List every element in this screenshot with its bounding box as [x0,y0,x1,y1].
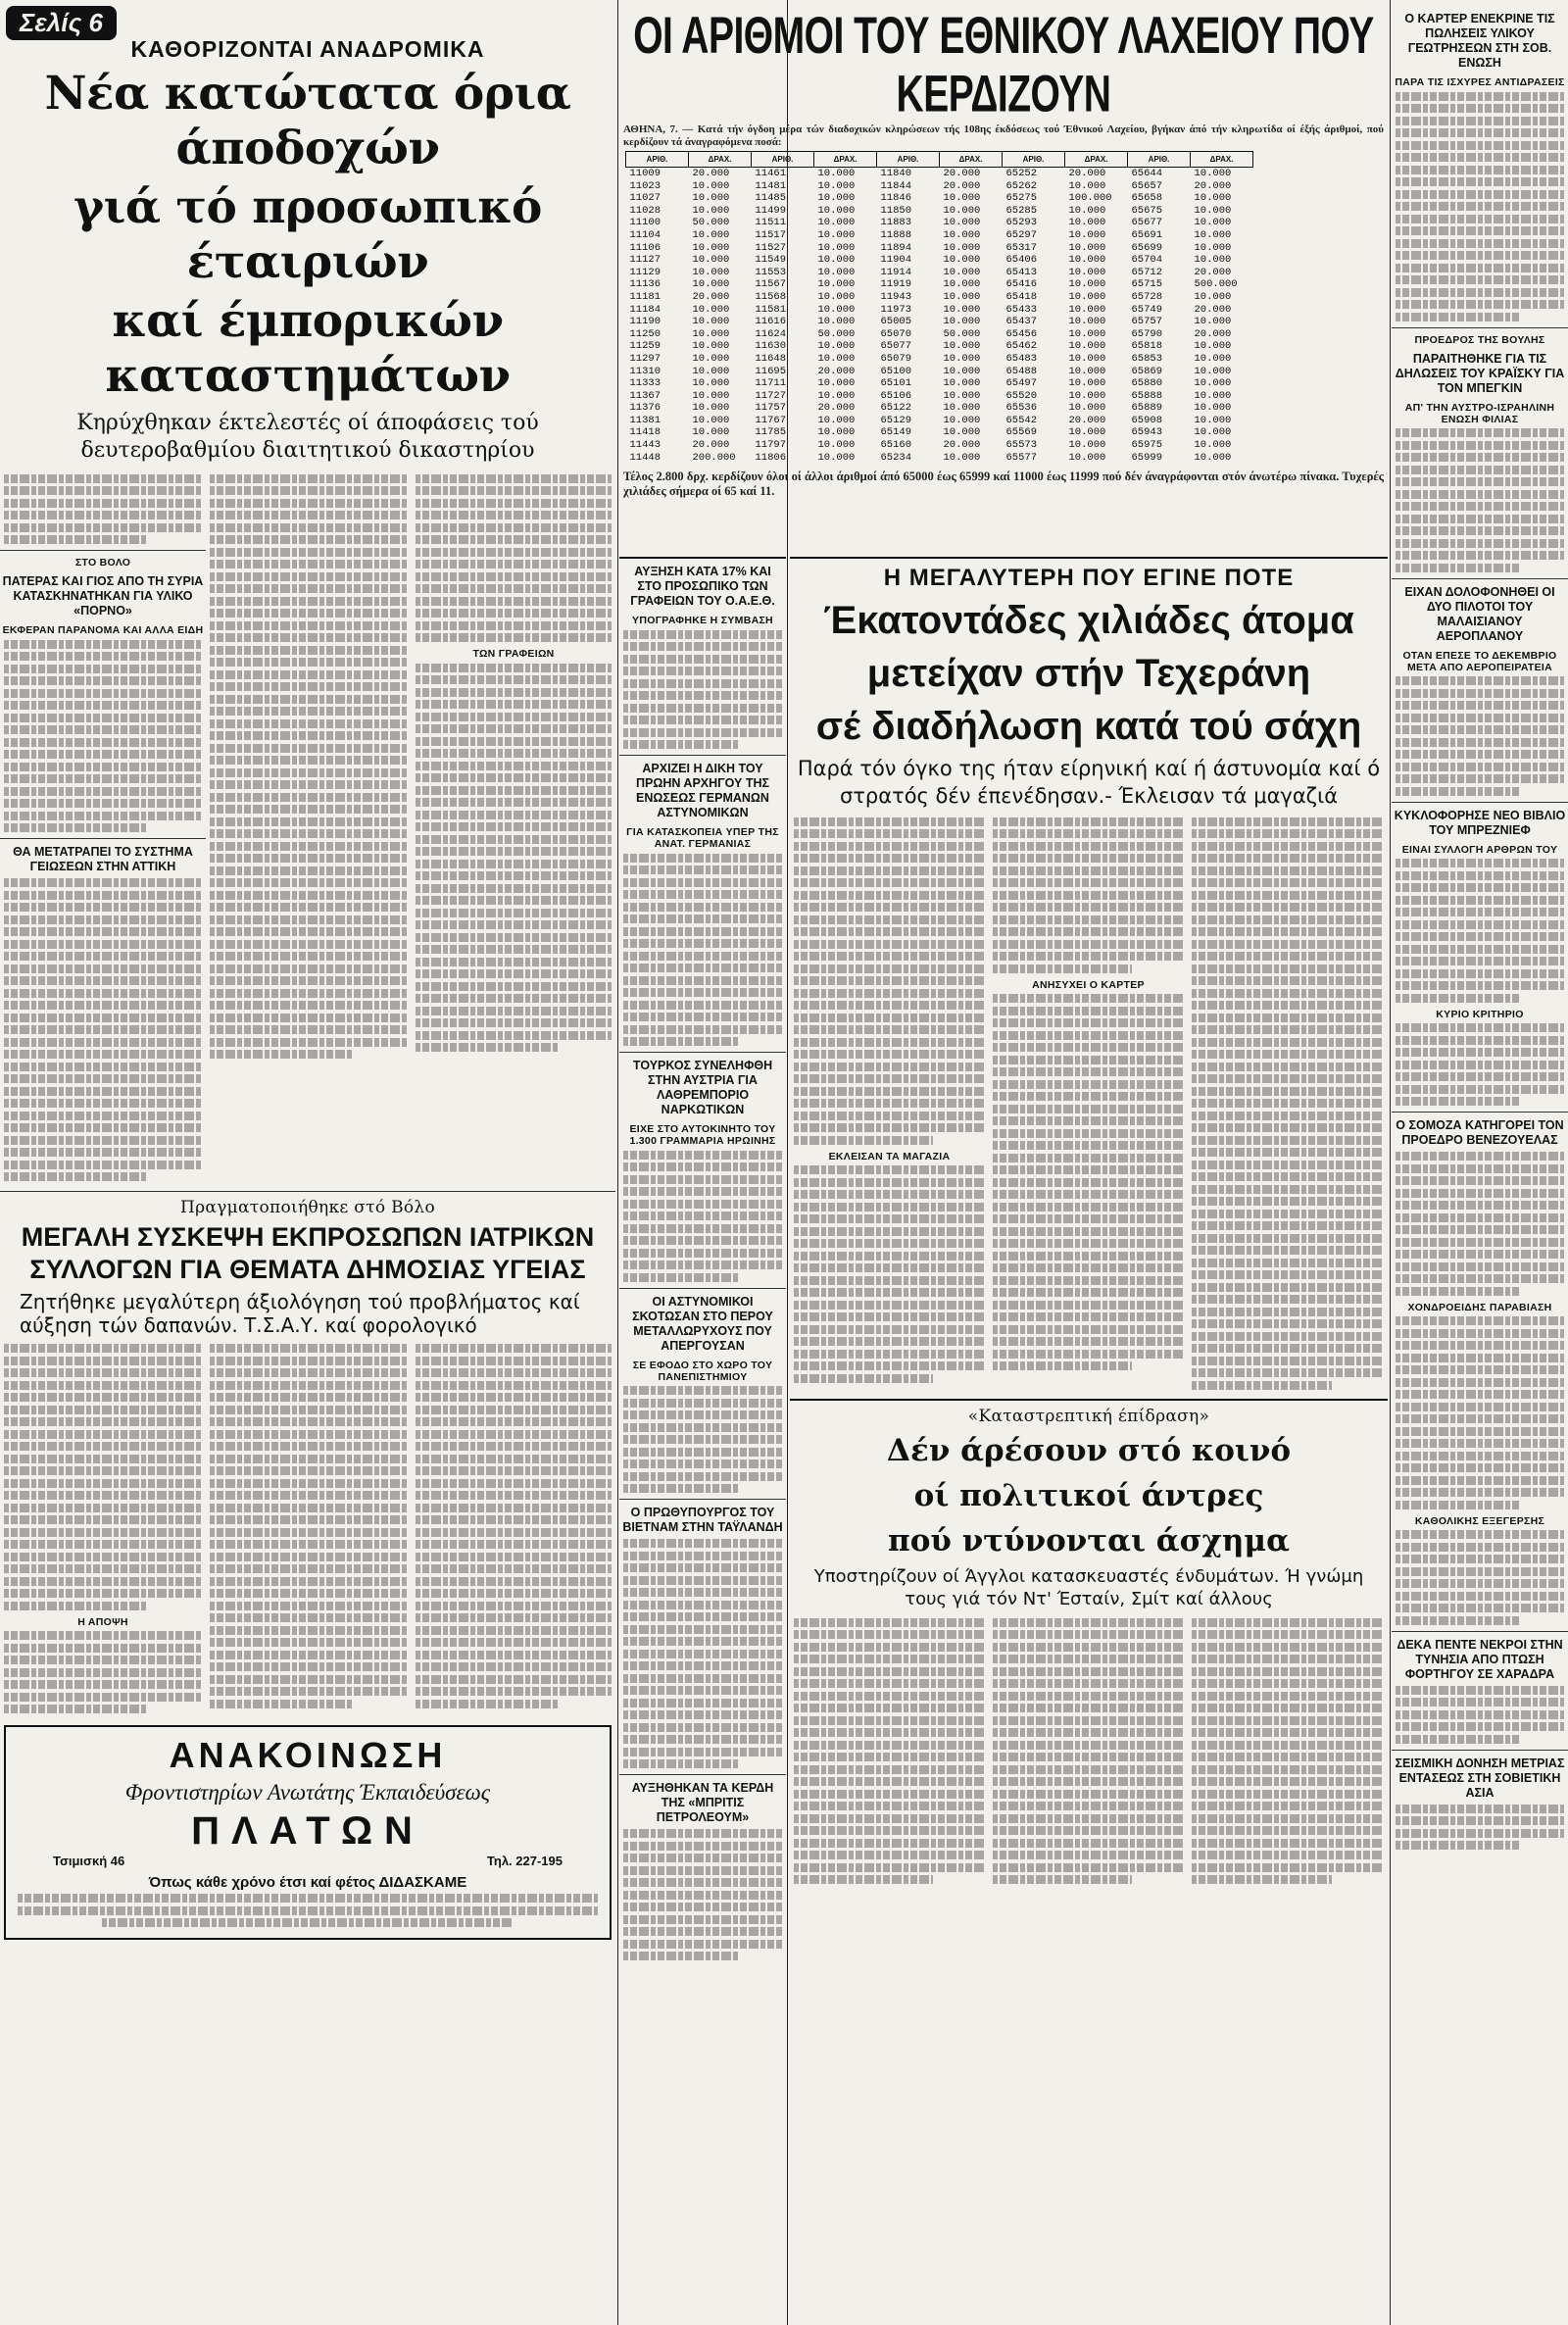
violation-subcaption: ΧΟΝΔΡΟΕΙΔΗΣ ΠΑΡΑΒΙΑΣΗ [1407,1301,1552,1313]
lottery-table-header [626,152,1253,168]
somoza-headline: Ο ΣΟΜΟΖΑ ΚΑΤΗΓΟΡΕΙ ΤΟΝ ΠΡΟΕΔΡΟ ΒΕΝΕΖΟΥΕΛΑΣ [1396,1118,1564,1147]
german-police-headline: ΑΡΧΙΖΕΙ Η ΔΙΚΗ ΤΟΥ ΠΡΩΗΝ ΑΡΧΗΓΟΥ ΤΗΣ ΕΝΩΣΕΩΣ ΓΕΡΜΑΝΩΝ ΑΣΤΥΝΟΜΙΚΩΝ [635,762,770,819]
peru-miners-headline: ΟΙ ΑΣΤΥΝΟΜΙΚΟΙ ΣΚΟΤΩΣΑΝ ΣΤΟ ΠΕΡΟΥ ΜΕΤΑΛΛΩΡΥΧΟΥΣ ΠΟΥ ΑΠΕΡΓΟΥΣΑΝ [632,1294,773,1353]
tehran-subcol-3 [1188,814,1388,1393]
lottery-section [619,0,1388,549]
lottery-column-header: ΔΡΑΧ. [814,152,877,168]
dress-body [790,1614,1388,1888]
offices-caption: ΤΩΝ ΓΡΑΦΕΙΩΝ [472,648,555,660]
lottery-table-body [626,168,1253,465]
dress-subcol-2 [989,1614,1188,1888]
health-subcaption: Η ΑΠΟΨΗ [77,1615,128,1628]
ad-title: ΑΝΑΚΟΙΝΩΣΗ [169,1734,447,1775]
page-number-badge: Σελίς 6 [6,6,117,40]
dress-headline-line: οί πολιτικοί άντρες [913,1478,1264,1513]
left-deck: Κηρύχθηκαν έκτελεστές οί άποφάσεις τού δευτεροβαθμίου διαιτητικού δικαστηρίου [76,411,539,463]
tehran-headline-line: σέ διαδήλωση κατά τού σάχη [815,705,1362,748]
vietnam-pm-headline: Ο ΠΡΩΘΥΠΟΥΡΓΟΣ ΤΟΥ ΒΙΕΤΝΑΜ ΣΤΗΝ ΤΑΫΛΑΝΔΗ [622,1506,783,1534]
tehran-headline [790,596,1388,751]
left-section [0,0,615,2325]
left-subcol-2 [206,470,412,1185]
dress-subcol-1 [790,1614,989,1888]
dress-headline-line: Δέν άρέσουν στό κοινό [886,1433,1292,1468]
right-section [1392,0,1568,2325]
dress-kicker: «Καταστρεπτική έπίδραση» [967,1407,1210,1426]
health-body [0,1341,615,1717]
left-headline [0,67,615,404]
left-headline-line: γιά τό προσωπικό έταιριών [74,180,542,289]
health-subcol-3 [412,1341,615,1717]
center-left-section [619,551,786,2325]
carter-drilling-headline: Ο ΚΑΡΤΕΡ ΕΝΕΚΡΙΝΕ ΤΙΣ ΠΩΛΗΣΕΙΣ ΥΛΙΚΟΥ ΓΕΩΤΡΗΣΕΩΝ ΣΤΗ ΣΟΒ. ΕΝΩΣΗ [1404,12,1555,70]
tehran-subcol-1 [790,814,989,1393]
attica-headline: ΘΑ ΜΕΤΑΤΡΑΠΕΙ ΤΟ ΣΥΣΤΗΜΑ ΓΕΙΩΣΕΩΝ ΣΤΗΝ ΑΤΤΙΚΗ [13,845,193,873]
health-subcol-2 [206,1341,412,1717]
lottery-title: ΟΙ ΑΡΙΘΜΟΙ ΤΟΥ ΕΘΝΙΚΟΥ ΛΑΧΕΙΟΥ ΠΟΥ ΚΕΡΔΙΖΟΥΝ [633,8,1374,124]
carter-worried-subcaption: ΑΝΗΣΥΧΕΙ Ο ΚΑΡΤΕΡ [1032,978,1145,991]
lottery-table [625,151,1253,464]
column-rule [617,0,618,2325]
uprising-subcaption: ΚΑΘΟΛΙΚΗΣ ΕΞΕΓΕΡΣΗΣ [1414,1514,1545,1527]
body-text-block [0,640,206,833]
platon-advertisement [4,1725,612,1941]
lottery-amounts-cell: 20.000 20.000 10.000 10.000 10.000 10.000 10.000 10.000 10.000 10.000 10.000 10.000 10.000 50.000 10.000 10.000 10.000 10.000 10.000 10.000 10.000 10.000 20.000 10.000 [943,168,981,464]
brezhnev-book-subcaption: ΕΙΝΑΙ ΣΥΛΛΟΓΗ ΑΡΘΡΩΝ ΤΟΥ [1401,843,1558,856]
shops-closed-subcaption: ΕΚΛΕΙΣΑΝ ΤΑ ΜΑΓΑΖΙΑ [828,1150,951,1162]
health-headline: ΜΕΓΑΛΗ ΣΥΣΚΕΨΗ ΕΚΠΡΟΣΩΠΩΝ ΙΑΤΡΙΚΩΝ ΣΥΛΛΟΓΩΝ ΓΙΑ ΘΕΜΑΤΑ ΔΗΜΟΣΙΑΣ ΥΓΕΙΑΣ [21,1221,595,1284]
lottery-column-header: ΑΡΙΘ. [1003,152,1065,168]
lottery-amounts-cell: 10.000 20.000 10.000 10.000 10.000 10.000 10.000 10.000 20.000 500.000 10.000 20.000 10.000 20.000 10.000 10.000 10.000 10.000 10.000 10.000 10.000 10.000 10.000 10.000 [1194,168,1238,464]
ad-contact-row [14,1854,602,1868]
lottery-column-header: ΔΡΑΧ. [940,152,1003,168]
dress-headline [790,1430,1388,1561]
ad-slogan: Όπως κάθε χρόνο έτσι καί φέτος ΔΙΔΑΣΚΑΜΕ [148,1873,467,1891]
turk-arrest-headline: ΤΟΥΡΚΟΣ ΣΥΝΕΛΗΦΘΗ ΣΤΗΝ ΑΥΣΤΡΙΑ ΓΙΑ ΛΑΘΡΕΜΠΟΡΙΟ ΝΑΡΚΩΤΙΚΩΝ [632,1059,773,1116]
lottery-numbers-cell: 65252 65262 65275 65285 65293 65297 65317 65406 65413 65416 65418 65433 65437 65456 65462 65483 65488 65497 65520 65536 65542 65569 65573 65577 [1005,168,1038,464]
health-subcol-1 [0,1341,206,1717]
kreisky-headline: ΠΑΡΑΙΤΗΘΗΚΕ ΓΙΑ ΤΙΣ ΔΗΛΩΣΕΙΣ ΤΟΥ ΚΡΑΪΣΚΥ ΓΙΑ ΤΟΝ ΜΠΕΓΚΙΝ [1395,351,1565,395]
column-rule [1390,0,1391,2325]
lottery-column-header: ΔΡΑΧ. [1191,152,1253,168]
lottery-amounts-cell: 10.000 10.000 10.000 10.000 10.000 10.000 10.000 10.000 10.000 10.000 10.000 10.000 10.000 50.000 10.000 10.000 20.000 10.000 10.000 20.000 10.000 10.000 10.000 10.000 [817,168,856,464]
lottery-numbers-cell: 65644 65657 65658 65675 65677 65691 65699 65704 65712 65715 65728 65749 65757 65790 65818 65853 65869 65880 65888 65889 65908 65943 65975 65999 [1131,168,1163,464]
tehran-kicker: Η ΜΕΓΑΛΥΤΕΡΗ ΠΟΥ ΕΓΙΝΕ ΠΟΤΕ [883,565,1295,591]
tehran-body [790,814,1388,1393]
lottery-numbers-cell: 11461 11481 11485 11499 11511 11517 11527 11549 11553 11567 11568 11581 11616 11624 11630 11648 11695 11711 11727 11757 11767 11785 11797 11806 [755,168,787,464]
center-section [790,551,1388,2325]
ad-phone: Τηλ. 227-195 [486,1853,563,1868]
lottery-column-header: ΑΡΙΘ. [752,152,814,168]
lottery-amounts-cell: 20.000 10.000 10.000 10.000 50.000 10.000 10.000 10.000 10.000 10.000 20.000 10.000 10.000 10.000 10.000 10.000 10.000 10.000 10.000 10.000 10.000 10.000 20.000 200.000 [692,168,736,464]
left-headline-line: Νέα κατώτατα όρια άποδοχών [44,67,571,175]
dress-headline-line: πού ντύνονται άσχημα [888,1523,1290,1558]
earthquake-headline: ΣΕΙΣΜΙΚΗ ΔΟΝΗΣΗ ΜΕΤΡΙΑΣ ΕΝΤΑΣΕΩΣ ΣΤΗ ΣΟΒΙΕΤΙΚΗ ΑΣΙΑ [1395,1756,1565,1800]
lottery-footer: Τέλος 2.800 δρχ. κερδίζουν όλοι οί άλλοι άριθμοί άπό 65000 έως 65999 καί 11000 έως 11999 πού δέν άναγράφονται στόν άνωτέρω πίνακα. Τυχερές χιλιάδες σήμερα οί 65 καί 11. [623,470,1384,499]
tunisia-crash-headline: ΔΕΚΑ ΠΕΝΤΕ ΝΕΚΡΟΙ ΣΤΗΝ ΤΥΝΗΣΙΑ ΑΠΟ ΠΤΩΣΗ ΦΟΡΤΗΓΟΥ ΣΕ ΧΑΡΑΔΡΑ [1396,1637,1563,1681]
tehran-headline-line: μετείχαν στήν Τεχεράνη [866,652,1311,695]
left-subcol-3 [412,470,615,1185]
lottery-column-header: ΔΡΑΧ. [689,152,752,168]
peru-miners-subcaption: ΣΕ ΕΦΟΔΟ ΣΤΟ ΧΩΡΟ ΤΟΥ ΠΑΝΕΠΙΣΤΗΜΙΟΥ [632,1359,773,1383]
lottery-column-header: ΑΡΙΘ. [626,152,689,168]
lottery-column-header: ΔΡΑΧ. [1065,152,1128,168]
tehran-subcol-2 [989,814,1188,1393]
dress-subcol-3 [1188,1614,1388,1888]
left-kicker: ΚΑΘΟΡΙΖΟΝΤΑΙ ΑΝΑΔΡΟΜΙΚΑ [130,36,485,62]
left-subcol-1 [0,470,206,1185]
lottery-column-header: ΑΡΙΘ. [1128,152,1191,168]
health-kicker: Πραγματοποιήθηκε στό Βόλο [179,1197,436,1217]
body-text-block [0,878,206,1181]
volos-caption: ΣΤΟ ΒΟΛΟ [74,557,131,569]
ad-name: ΠΛΑΤΩΝ [191,1808,424,1853]
carter-drilling-subcaption: ΠΑΡΑ ΤΙΣ ΙΣΧΥΡΕΣ ΑΝΤΙΔΡΑΣΕΙΣ [1395,76,1565,88]
oaeth-headline: ΑΥΞΗΣΗ ΚΑΤΑ 17% ΚΑΙ ΣΤΟ ΠΡΟΣΩΠΙΚΟ ΤΩΝ ΓΡΑΦΕΙΩΝ ΤΟΥ Ο.Α.Ε.Θ. [630,565,775,608]
oaeth-subcaption: ΥΠΟΓΡΑΦΗΚΕ Η ΣΥΜΒΑΣΗ [632,615,773,626]
left-body [0,470,615,1185]
parliament-kicker: ΠΡΟΕΔΡΟΣ ΤΗΣ ΒΟΥΛΗΣ [1414,333,1545,346]
volos-headline: ΠΑΤΕΡΑΣ ΚΑΙ ΓΙΟΣ ΑΠΟ ΤΗ ΣΥΡΙΑ ΚΑΤΑΣΚΗΝΑΤΗΚΑΝ ΓΙΑ ΥΛΙΚΟ «ΠΟΡΝΟ» [2,574,204,618]
tehran-deck: Παρά τόν όγκο της ήταν είρηνική καί ή άστυνομία καί ό στρατός δέν έπενέδησαν.- Έκλεισαν τά μαγαζιά [797,757,1381,808]
malaysian-pilots-subcaption: ΟΤΑΝ ΕΠΕΣΕ ΤΟ ΔΕΚΕΜΒΡΙΟ ΜΕΤΑ ΑΠΟ ΑΕΡΟΠΕΙΡΑΤΕΙΑ [1402,649,1557,673]
tehran-headline-line: Έκατοντάδες χιλιάδες άτομα [823,599,1354,642]
volos-subcaption: ΕΚΦΕΡΑΝ ΠΑΡΑΝΟΜΑ ΚΑΙ ΑΛΛΑ ΕΙΔΗ [2,624,204,636]
dress-deck: Υποστηρίζουν οί Άγγλοι κατασκευαστές ένδυμάτων. Ή γνώμη τους γιά τόν Ντ' Έσταίν, Σμίτ καί άλλους [813,1566,1364,1609]
bp-profits-headline: ΑΥΞΗΘΗΚΑΝ ΤΑ ΚΕΡΔΗ ΤΗΣ «ΜΠΡΙΤΙΣ ΠΕΤΡΟΛΕΟΥΜ» [631,1781,774,1824]
main-criterion-subcaption: ΚΥΡΙΟ ΚΡΙΤΗΡΙΟ [1436,1008,1524,1020]
kreisky-subcaption: ΑΠ' ΤΗΝ ΑΥΣΤΡΟ-ΙΣΡΑΗΛΙΝΗ ΕΝΩΣΗ ΦΙΛΙΑΣ [1404,401,1555,425]
ad-subtitle: Φροντιστηρίων Ανωτάτης Έκπαιδεύσεως [124,1779,491,1805]
ad-address: Τσιμισκή 46 [53,1853,125,1868]
lottery-amounts-cell: 20.000 10.000 100.000 10.000 10.000 10.000 10.000 10.000 10.000 10.000 10.000 10.000 10.000 10.000 10.000 10.000 10.000 10.000 10.000 10.000 20.000 10.000 10.000 10.000 [1068,168,1112,464]
body-text-block [0,474,206,545]
lottery-numbers-cell: 11009 11023 11027 11028 11100 11104 11106 11127 11129 11136 11181 11184 11190 11250 11259 11297 11310 11333 11367 11376 11381 11418 11443 11448 [629,168,662,464]
left-headline-line: καί έμπορικών καταστημάτων [105,294,511,403]
malaysian-pilots-headline: ΕΙΧΑΝ ΔΟΛΟΦΟΝΗΘΕΙ ΟΙ ΔΥΟ ΠΙΛΟΤΟΙ ΤΟΥ ΜΑΛΑΙΣΙΑΝΟΥ ΑΕΡΟΠΛΑΝΟΥ [1404,584,1555,643]
brezhnev-book-headline: ΚΥΚΛΟΦΟΡΗΣΕ ΝΕΟ ΒΙΒΛΙΟ ΤΟΥ ΜΠΡΕΖΝΙΕΦ [1394,808,1566,837]
lottery-numbers-cell: 11840 11844 11846 11850 11883 11888 11894 11904 11914 11919 11943 11973 65005 65070 65077 65079 65100 65101 65106 65122 65129 65149 65160 65234 [880,168,912,464]
health-deck: Ζητήθηκε μεγαλύτερη άξιολόγηση τού προβλήματος καί αύξηση τών δαπανών. Τ.Σ.Α.Υ. καί φορολογικό [20,1289,580,1337]
german-police-subcaption: ΓΙΑ ΚΑΤΑΣΚΟΠΕΙΑ ΥΠΕΡ ΤΗΣ ΑΝΑΤ. ΓΕΡΜΑΝΙΑΣ [626,826,779,850]
lottery-column-header: ΑΡΙΘ. [877,152,940,168]
turk-arrest-subcaption: ΕΙΧΕ ΣΤΟ ΑΥΤΟΚΙΝΗΤΟ ΤΟΥ 1.300 ΓΡΑΜΜΑΡΙΑ ΗΡΩΙΝΗΣ [629,1123,776,1147]
lottery-intro: ΑΘΗΝΑ, 7. — Κατά τήν όγδοη μέρα τών διαδοχικών κληρώσεων τής 108ης έκδόσεως τού Έθνικού Λαχείου, βγήκαν άπό τήν κληρωτίδα οί έξής άριθμοί, πού κερδίζουν τά άναγραφόμενα ποσά: [623,124,1384,148]
